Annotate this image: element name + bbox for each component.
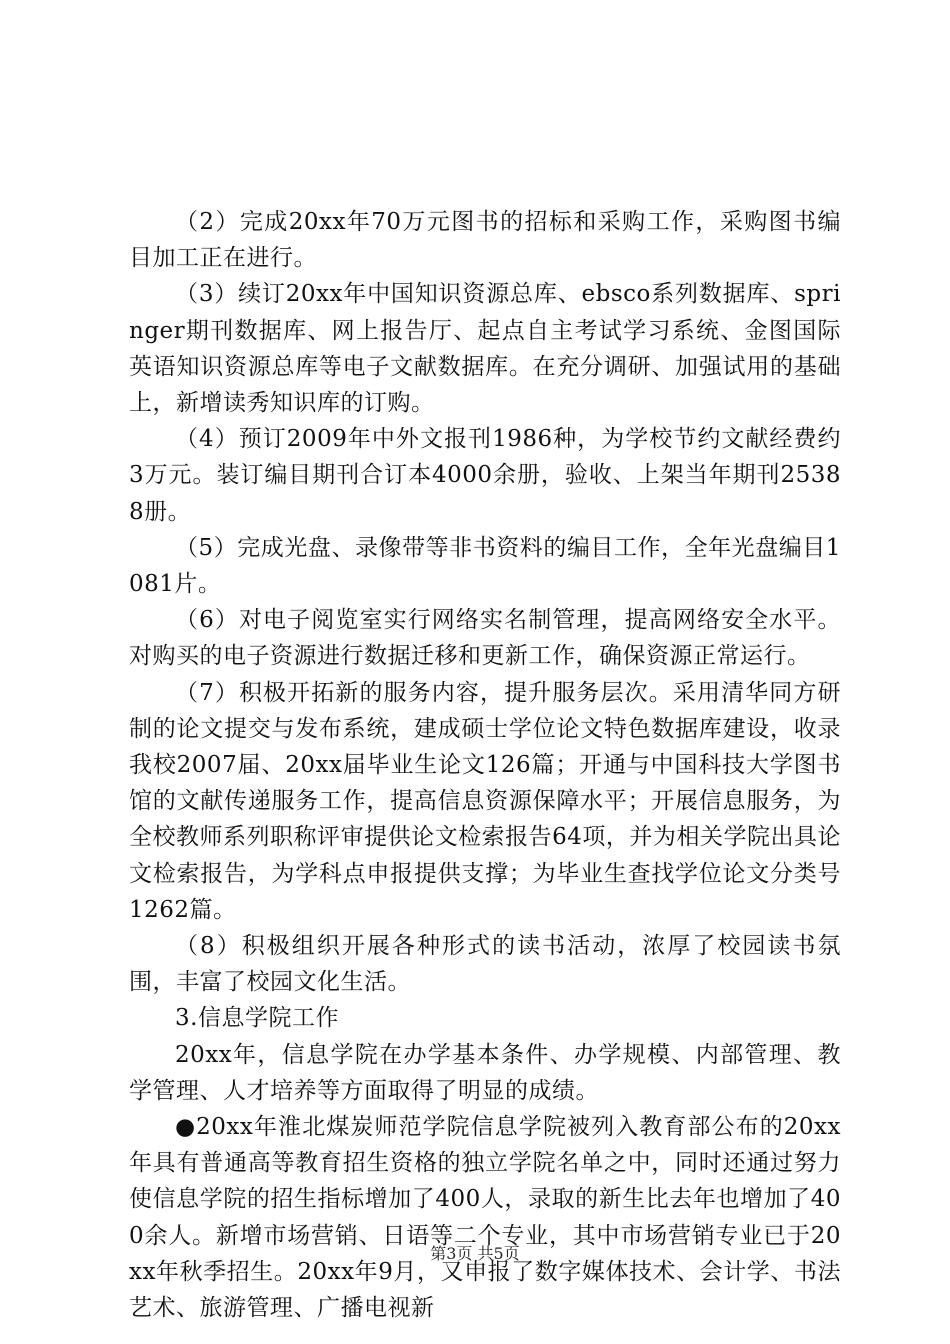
paragraph-item-2: （2）完成20xx年70万元图书的招标和采购工作，采购图书编目加工正在进行。	[129, 209, 841, 272]
page-indicator: 第3页 共5页	[430, 1244, 520, 1263]
paragraph-item-5: （5）完成光盘、录像带等非书资料的编目工作，全年光盘编目1081片。	[129, 534, 841, 598]
document-body	[129, 204, 841, 1326]
paragraph-item-4: （4）预订2009年中外文报刊1986种，为学校节约文献经费约3万元。装订编目期刊合订本4000余册，验收、上架当年期刊25388册。	[129, 426, 841, 525]
page-footer	[0, 1244, 950, 1264]
paragraph-intro: 20xx年，信息学院在办学基本条件、办学规模、内部管理、教学管理、人才培养等方面取得了明显的成绩。	[129, 1041, 841, 1104]
paragraph-item-6: （6）对电子阅览室实行网络实名制管理，提高网络安全水平。对购买的电子资源进行数据迁移和更新工作，确保资源正常运行。	[129, 607, 841, 670]
paragraph-item-8: （8）积极组织开展各种形式的读书活动，浓厚了校园读书氛围，丰富了校园文化生活。	[129, 933, 841, 996]
paragraph-bullet: ●20xx年淮北煤炭师范学院信息学院被列入教育部公布的20xx年具有普通高等教育招生资格的独立学院名单之中，同时还通过努力使信息学院的招生指标增加了400人，录取的新生比去年也增加了400余人。新增市场营销、日语等二个专业，其中市场营销专业已于20xx年秋季招生。20xx年9月，又申报了数字媒体技术、会计学、书法艺术、旅游管理、广播电视新	[129, 1114, 841, 1322]
paragraph-item-7: （7）积极开拓新的服务内容，提升服务层次。采用清华同方研制的论文提交与发布系统，建成硕士学位论文特色数据库建设，收录我校2007届、20xx届毕业生论文126篇；开通与中国科技大学图书馆的文献传递服务工作，提高信息资源保障水平；开展信息服务，为全校教师系列职称评审提供论文检索报告64项，并为相关学院出具论文检索报告，为学科点申报提供支撑；为毕业生查找学位论文分类号1262篇。	[129, 679, 841, 923]
paragraph-item-3: （3）续订20xx年中国知识资源总库、ebsco系列数据库、springer期刊数据库、网上报告厅、起点自主考试学习系统、金图国际英语知识资源总库等电子文献数据库。在充分调研、加强试用的基础上，新增读秀知识库的订购。	[129, 281, 841, 417]
section-heading: 3.信息学院工作	[175, 1005, 339, 1032]
